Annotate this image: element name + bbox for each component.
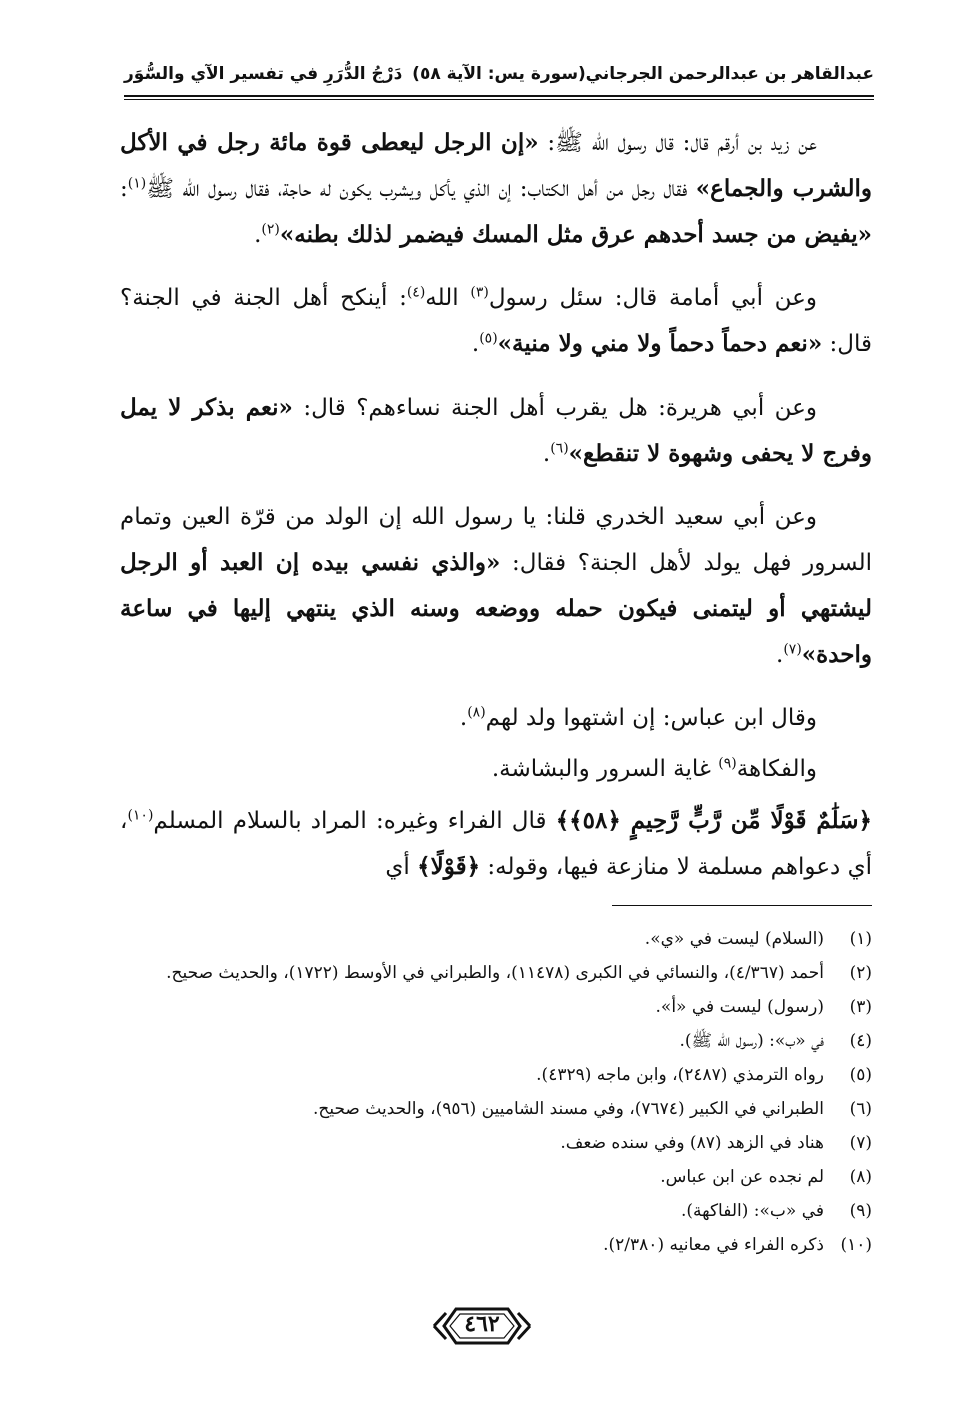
footnote: [120, 1058, 872, 1092]
footnote-number: (٩): [849, 1201, 872, 1221]
paragraph-text: .: [471, 331, 480, 357]
paragraph-text: :: [120, 176, 128, 202]
paragraph-text: والفكاهة: [736, 756, 817, 782]
paragraph-text: أي: [385, 854, 418, 880]
paragraph-text: ، أي دعواهم مسلمة لا منازعة فيها، وقوله:: [120, 808, 872, 880]
quoted-text: «يفيض من جسد أحدهم عرق مثل المسك فيضمر لذلك بطنه»: [279, 221, 872, 248]
footnote-marker: (٤): [406, 284, 426, 301]
footnote: [120, 922, 872, 956]
footnote-number: (٣): [849, 997, 872, 1017]
body-paragraph: [120, 385, 872, 477]
footnote-text: لم نجده عن ابن عباس.: [660, 1167, 824, 1187]
body-paragraph: [120, 798, 872, 890]
footnote-number: (٥): [849, 1065, 872, 1085]
paragraph-text: .: [776, 642, 784, 668]
footnote-number: (١٠): [840, 1235, 872, 1255]
header-rule-thin: [124, 99, 874, 100]
header-book-title: دَرْجُ الدُّرَرِ في تفسير الآي والسُّوَر: [124, 64, 403, 84]
paragraph-text: وعن أبي أمامة قال: سئل رسول: [488, 285, 817, 311]
footnote: [120, 1194, 872, 1228]
paragraph-text: قال الفراء وغيره: المراد بالسلام المسلم: [153, 808, 556, 834]
paragraph-text: الله: [425, 285, 471, 311]
paragraph-text: عن زيد بن أرقم قال: قال رسول الله ﷺ:: [538, 130, 817, 156]
footnote-marker: (٢): [261, 221, 280, 238]
footnote-text: ذكره الفراء في معانيه (٢/٣٨٠).: [603, 1235, 824, 1255]
header-surah-reference: (سورة يس: الآية ٥٨): [412, 64, 586, 84]
footnote-number: (٦): [849, 1099, 872, 1119]
footnote-marker: (٧): [783, 641, 802, 658]
footnote-marker: (٥): [479, 330, 498, 347]
footnote-number: (٢): [849, 963, 872, 983]
footnote-text: في «ب»: (الفاكهة).: [680, 1201, 824, 1221]
footnote-text: (رسول) ليست في «أ».: [655, 997, 824, 1017]
footnote-text: هناد في الزهد (٨٧) وفي سنده ضعف.: [560, 1133, 824, 1153]
footnote-number: (٤): [849, 1031, 872, 1051]
quoted-text: «إن الرجل ليعطى قوة مائة رجل في الأكل والشرب والجماع»: [120, 129, 872, 202]
paragraph-text: .: [459, 705, 468, 731]
header-rule: [124, 95, 874, 97]
body-paragraph: [120, 747, 872, 792]
footnote: [120, 1092, 872, 1126]
header-author: عبدالقاهر بن عبدالرحمن الجرجاني: [585, 64, 874, 84]
quoted-text: «نعم دحماً دحماً ولا مني ولا منية»: [497, 330, 823, 357]
paragraph-text: .: [542, 441, 551, 467]
paragraph-text: غاية السرور والبشاشة.: [491, 756, 719, 782]
footnote: [120, 990, 872, 1024]
footnote-separator: [612, 905, 872, 906]
quoted-text: «والذي نفسي بيده إن العبد أو الرجل ليشتهي أو ليتمنى فيكون حمله ووضعه وسنه الذي ينتهي إليها في ساعة واحدة»: [120, 549, 872, 668]
paragraph-text: وعن أبي هريرة: هل يقرب أهل الجنة نساءهم؟ قال:: [292, 395, 817, 421]
footnote: [120, 1126, 872, 1160]
paragraph-text: فقال رجل من أهل الكتاب: إن الذي يأكل ويشرب يكون له حاجة، فقال رسول الله ﷺ: [146, 176, 696, 202]
body-paragraph: [120, 276, 872, 367]
running-header: [124, 64, 874, 92]
main-text: [120, 120, 872, 908]
footnote-text: رواه الترمذي (٢٤٨٧)، وابن ماجه (٤٣٢٩).: [536, 1065, 824, 1085]
footnote: [120, 1160, 872, 1194]
quoted-text: ﴿قَوْلًا﴾: [417, 853, 481, 880]
paragraph-text: وعن أبي سعيد الخدري قلنا: يا رسول الله إن الولد من قرّة العين وتمام السرور فهل يولد لأهل الجنة؟ فقال:: [120, 504, 872, 576]
body-paragraph: [120, 495, 872, 678]
footnote: [120, 956, 872, 990]
footnote: [120, 1228, 872, 1262]
footnote-marker: (١٠): [127, 807, 154, 824]
page-number-ornament: [432, 1303, 532, 1349]
footnote-marker: (٣): [470, 284, 489, 301]
footnote-marker: (١): [127, 175, 147, 192]
footnote-number: (٧): [849, 1133, 872, 1153]
page-number: ٤٦٢: [464, 1311, 500, 1337]
footnote-marker: (٨): [467, 704, 486, 721]
body-paragraph: [120, 696, 872, 741]
quoted-text: «نعم بذكر لا يمل وفرج لا يحفى وشهوة لا تنقطع»: [120, 394, 872, 467]
footnote-text: أحمد (٤/٣٦٧)، والنسائي في الكبرى (١١٤٧٨)، والطبراني في الأوسط (١٧٢٢)، والحديث صحيح.: [166, 963, 824, 983]
footnotes-list: [120, 922, 872, 1262]
footnote-text: الطبراني في الكبير (٧٦٧٤)، وفي مسند الشاميين (٩٥٦)، والحديث صحيح.: [312, 1099, 824, 1119]
footnote: [120, 1024, 872, 1058]
paragraph-text: وقال ابن عباس: إن اشتهوا ولد لهم: [485, 705, 817, 731]
footnote-marker: (٦): [550, 440, 569, 457]
footnote-marker: (٩): [718, 755, 737, 772]
footnote-number: (٨): [849, 1167, 872, 1187]
footnote-number: (١): [849, 929, 872, 949]
body-paragraph: [120, 120, 872, 258]
footnote-text: (السلام) ليست في «ي».: [644, 929, 824, 949]
footnote-text: في «ب»: (رسول الله ﷺ).: [679, 1031, 824, 1051]
paragraph-text: .: [254, 222, 262, 248]
quoted-text: ﴿سَلَٰمٌ قَوْلًا مِّن رَّبٍّ رَّحِيمٍ ﴿٥٨﴾﴾: [555, 807, 873, 834]
paragraph-text: : أينكح أهل الجنة في الجنة؟ قال:: [120, 285, 872, 357]
